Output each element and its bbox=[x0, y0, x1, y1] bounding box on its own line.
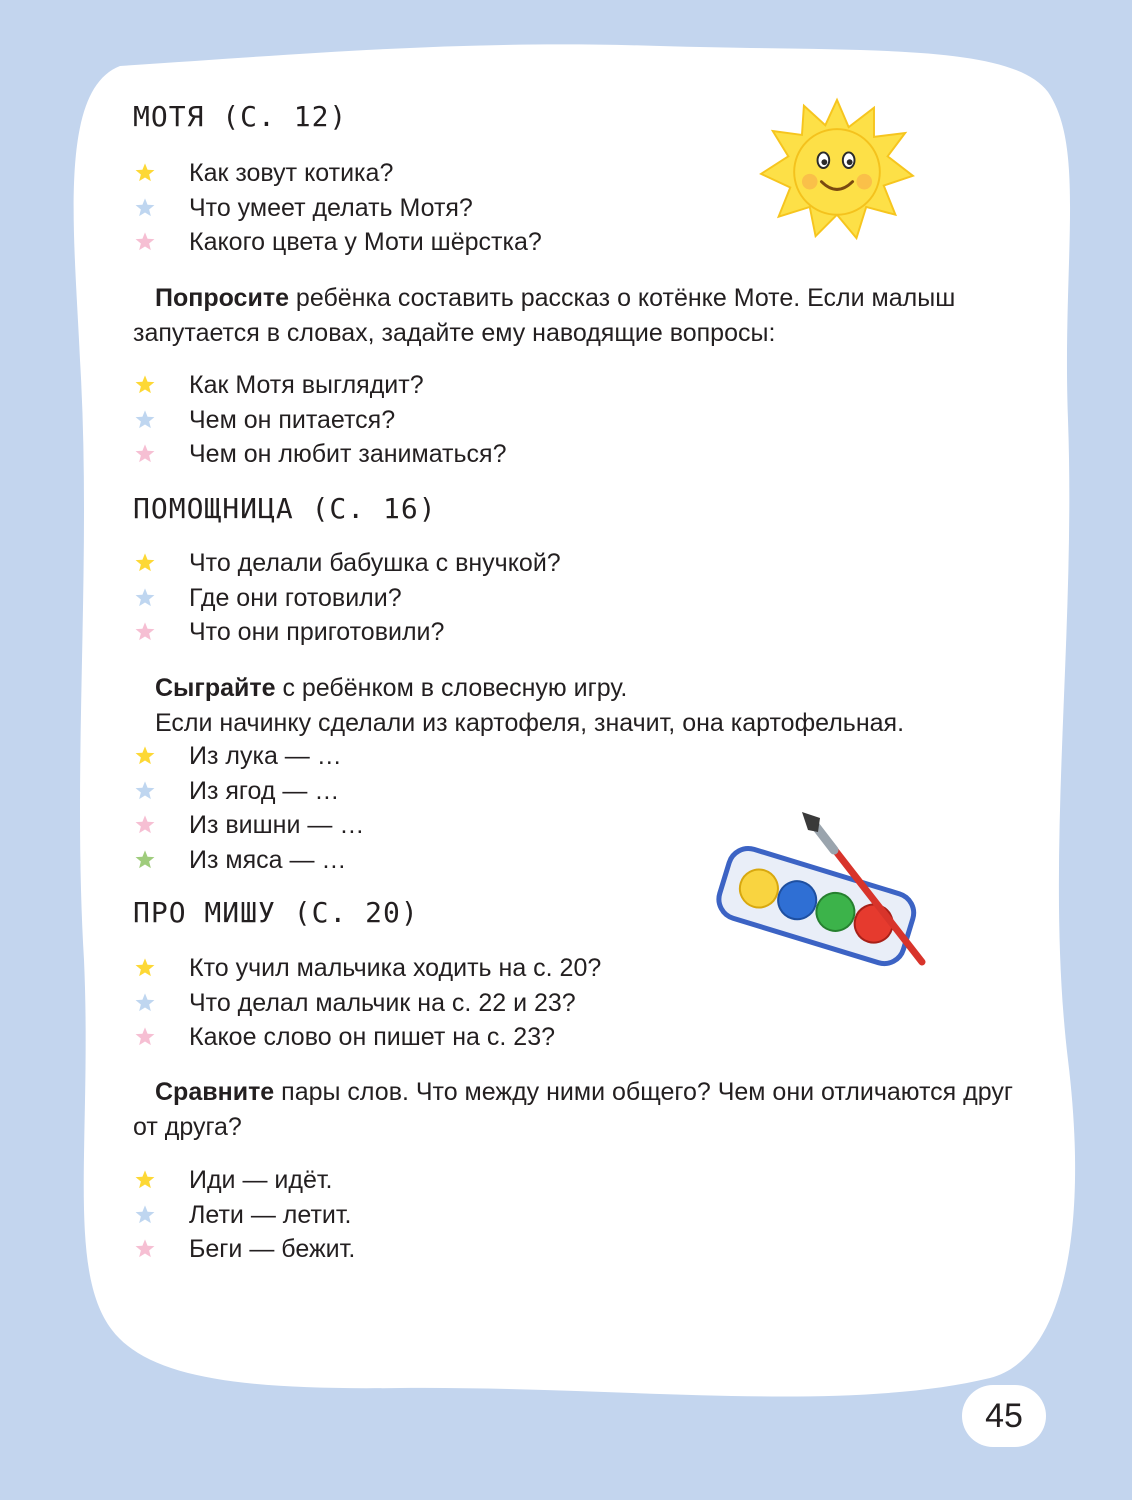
list-item: Лети — летит. bbox=[133, 1198, 355, 1233]
star-icon bbox=[133, 780, 157, 802]
list-item: Чем он питается? bbox=[133, 403, 506, 438]
star-icon bbox=[133, 957, 157, 979]
list-item: Из мяса — … bbox=[133, 843, 364, 878]
list-item: Из ягод — … bbox=[133, 774, 364, 809]
star-icon bbox=[133, 745, 157, 767]
list-item: Какое слово он пишет на с. 23? bbox=[133, 1020, 601, 1055]
question-list bbox=[133, 156, 542, 260]
star-icon bbox=[133, 443, 157, 465]
list-item: Кто учил мальчика ходить на с. 20? bbox=[133, 951, 601, 986]
page-number: 45 bbox=[962, 1385, 1046, 1447]
task-list bbox=[133, 1163, 355, 1267]
task-list bbox=[133, 368, 506, 472]
section-heading-motya: МОТЯ (С. 12) bbox=[133, 100, 348, 133]
list-item: Из лука — … bbox=[133, 739, 364, 774]
question-list bbox=[133, 951, 601, 1055]
list-item: Как Мотя выглядит? bbox=[133, 368, 506, 403]
list-item: Иди — идёт. bbox=[133, 1163, 355, 1198]
list-item: Беги — бежит. bbox=[133, 1232, 355, 1267]
star-icon bbox=[133, 374, 157, 396]
section-heading-pomoshchnitsa: ПОМОЩНИЦА (С. 16) bbox=[133, 492, 437, 525]
star-icon bbox=[133, 849, 157, 871]
list-item: Что делал мальчик на с. 22 и 23? bbox=[133, 986, 601, 1021]
section-heading-pro-mishu: ПРО МИШУ (С. 20) bbox=[133, 896, 419, 929]
star-icon bbox=[133, 1204, 157, 1226]
star-icon bbox=[133, 162, 157, 184]
star-icon bbox=[133, 1238, 157, 1260]
question-list bbox=[133, 546, 561, 650]
star-icon bbox=[133, 621, 157, 643]
star-icon bbox=[133, 814, 157, 836]
task-paragraph: Сравните пары слов. Что между ними общего? Чем они отличаются друг от друга? bbox=[133, 1078, 1013, 1141]
list-item: Где они готовили? bbox=[133, 581, 561, 616]
list-item: Как зовут котика? bbox=[133, 156, 542, 191]
task-paragraph: Сыграйте с ребёнком в словесную игру. Если начинку сделали из картофеля, значит, она картофельная. bbox=[155, 674, 905, 737]
list-item: Какого цвета у Моти шёрстка? bbox=[133, 225, 542, 260]
sun-icon bbox=[758, 96, 916, 242]
star-icon bbox=[133, 409, 157, 431]
list-item: Что они приготовили? bbox=[133, 615, 561, 650]
star-icon bbox=[133, 587, 157, 609]
star-icon bbox=[133, 231, 157, 253]
list-item: Чем он любит заниматься? bbox=[133, 437, 506, 472]
star-icon bbox=[133, 1169, 157, 1191]
paint-palette-icon bbox=[716, 812, 930, 972]
list-item: Из вишни — … bbox=[133, 808, 364, 843]
task-paragraph: Попросите ребёнка составить рассказ о котёнке Моте. Если малыш запутается в словах, задайте ему наводящие вопросы: bbox=[133, 284, 956, 347]
list-item: Что умеет делать Мотя? bbox=[133, 191, 542, 226]
star-icon bbox=[133, 992, 157, 1014]
list-item: Что делали бабушка с внучкой? bbox=[133, 546, 561, 581]
star-icon bbox=[133, 552, 157, 574]
star-icon bbox=[133, 197, 157, 219]
task-list bbox=[133, 739, 364, 877]
star-icon bbox=[133, 1026, 157, 1048]
